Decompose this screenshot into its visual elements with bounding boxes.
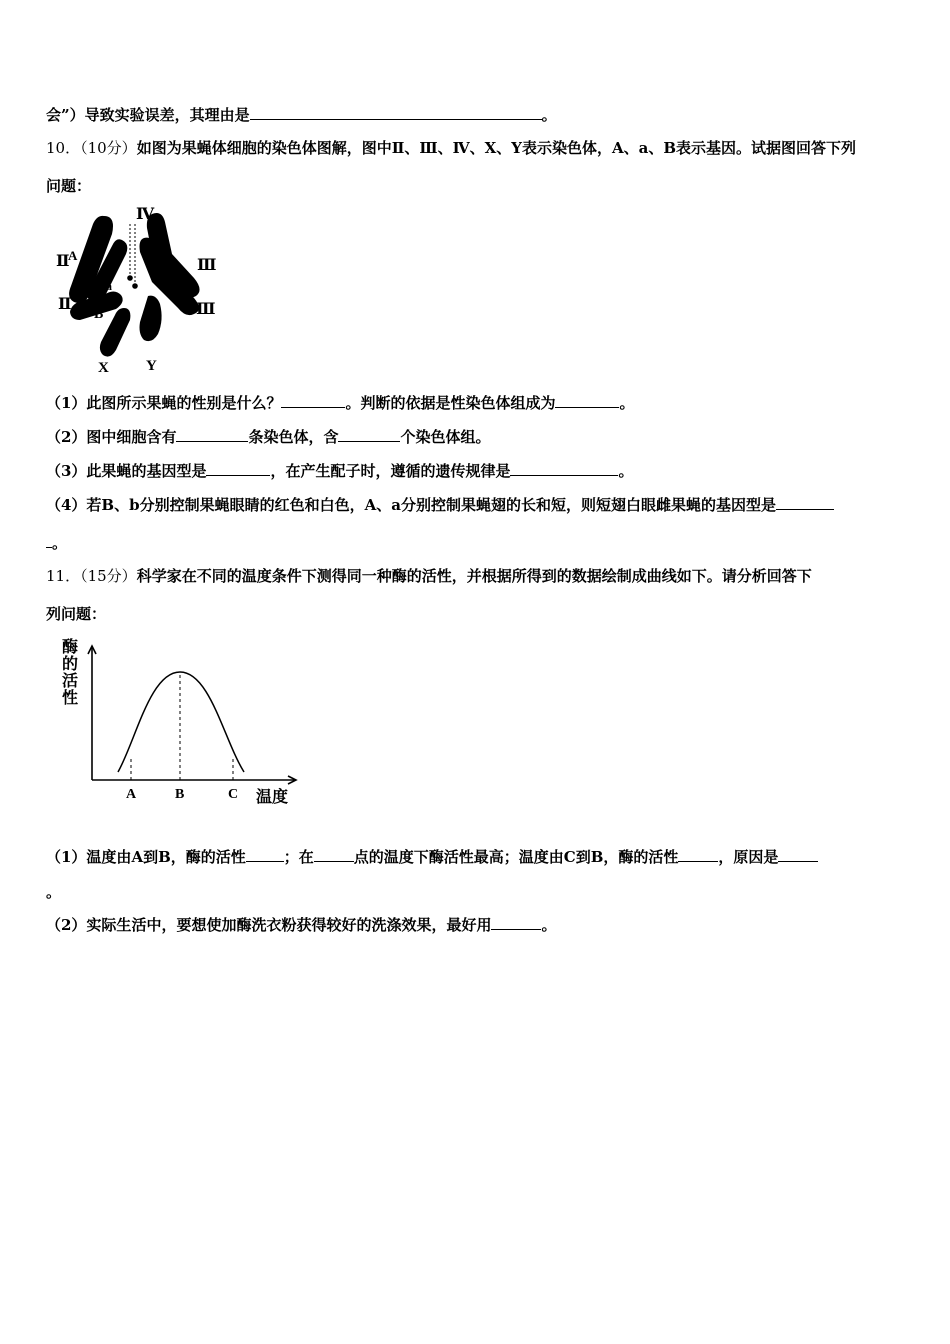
q11-stem-line1 [46,566,812,586]
answer-blank [281,392,345,408]
chromosome-y [140,296,162,341]
q11-sub2-text: （2）实际生活中，要想使加酶洗衣粉获得较好的洗涤效果，最好用 [46,916,492,934]
answer-blank [778,846,818,862]
q10-sub4-cont [46,532,67,553]
x-axis-label: 温度 [256,789,289,806]
q11-sub2-end: 。 [541,916,557,934]
label-x: X [98,360,109,376]
y-axis-label: 性 [62,690,79,707]
y-axis-label: 酶 [62,639,79,656]
q10-sub2-end: 个染色体组。 [400,428,491,446]
q11-stem-cont: 列问题： [46,605,107,623]
q10-stem-line1 [46,138,856,158]
q10-sub1 [46,392,634,413]
q10-sub2-text2: 条染色体，含 [248,428,339,446]
answer-blank [250,104,542,120]
q10-sub1-text2: 。判断的依据是性染色体组成为 [345,394,556,412]
label-iii-bottom: Ⅲ [196,301,216,318]
q9-tail-end: 。 [541,106,557,124]
q11-stem-line2 [46,604,106,624]
chromosome-figure [44,202,222,378]
activity-curve [118,672,244,772]
label-ii-bottom: Ⅱ [58,296,72,313]
q10-sub1-end: 。 [619,394,635,412]
q10-sub3-text: （3）此果蝇的基因型是 [46,462,207,480]
x-tick-label: C [228,787,239,802]
chromosome-iv-dot [132,283,138,289]
q10-stem-line2 [46,176,91,196]
label-ii-top: Ⅱ [56,253,70,270]
q11-sub1-text4: ，原因是 [718,848,779,866]
answer-blank [206,460,270,476]
question-number: 10．（10分） [46,139,137,157]
answer-blank [338,426,400,442]
y-axis-label: 的 [62,656,79,673]
q10-sub3-end: 。 [618,462,634,480]
q11-sub1-text2: ；在 [283,848,314,866]
q10-stem: 如图为果蝇体细胞的染色体图解，图中Ⅱ、Ⅲ、Ⅳ、X、Y表示染色体，A、a、B表示基因。试据图回答下列 [136,139,857,157]
q10-sub4-end: 。 [52,534,68,552]
q10-sub4-text: （4）若B、b分别控制果蝇眼睛的红色和白色，A、a分别控制果蝇翅的长和短，则短翅白眼雌果蝇的基因型是 [46,496,776,514]
answer-blank [510,460,618,476]
label-iv: Ⅳ [136,206,155,223]
q9-tail [46,104,557,125]
label-gene-B: B [94,307,104,322]
label-gene-A: A [68,248,78,263]
answer-blank [678,846,718,862]
q10-sub4 [46,494,834,515]
x-tick-label: A [126,787,137,802]
q9-tail-text: 会”）导致实验误差，其理由是 [46,106,250,124]
q11-sub1-end: 。 [46,883,62,901]
answer-blank [246,846,284,862]
x-tick-label: B [175,787,185,802]
answer-blank [555,392,619,408]
q11-sub1-text: （1）温度由A到B，酶的活性 [46,848,246,866]
chromosome-x-lower [100,308,131,357]
answer-blank [491,914,541,930]
answer-blank [314,846,354,862]
q11-sub1-text3: 点的温度下酶活性最高；温度由C到B，酶的活性 [353,848,679,866]
q10-sub3 [46,460,633,481]
q11-stem: 科学家在不同的温度条件下测得同一种酶的活性，并根据所得到的数据绘制成曲线如下。请分析回答下 [136,567,812,585]
q11-sub2 [46,914,556,935]
question-number: 11．（15分） [46,567,137,585]
q10-sub3-text2: ，在产生配子时，遵循的遗传规律是 [270,462,511,480]
enzyme-activity-chart [58,632,308,812]
label-iii-top: Ⅲ [197,257,217,274]
answer-blank [776,494,834,510]
q10-sub2 [46,426,490,447]
q10-stem-cont: 问题： [46,177,92,195]
label-y: Y [146,358,157,374]
y-axis-label: 活 [62,673,79,690]
q11-sub1-cont [46,882,61,902]
label-gene-a: a [106,279,112,293]
chromosome-iv-dot [127,275,133,281]
q10-sub2-text: （2）图中细胞含有 [46,428,177,446]
answer-blank [176,426,248,442]
q11-sub1 [46,846,818,867]
q10-sub1-text: （1）此图所示果蝇的性别是什么？ [46,394,282,412]
